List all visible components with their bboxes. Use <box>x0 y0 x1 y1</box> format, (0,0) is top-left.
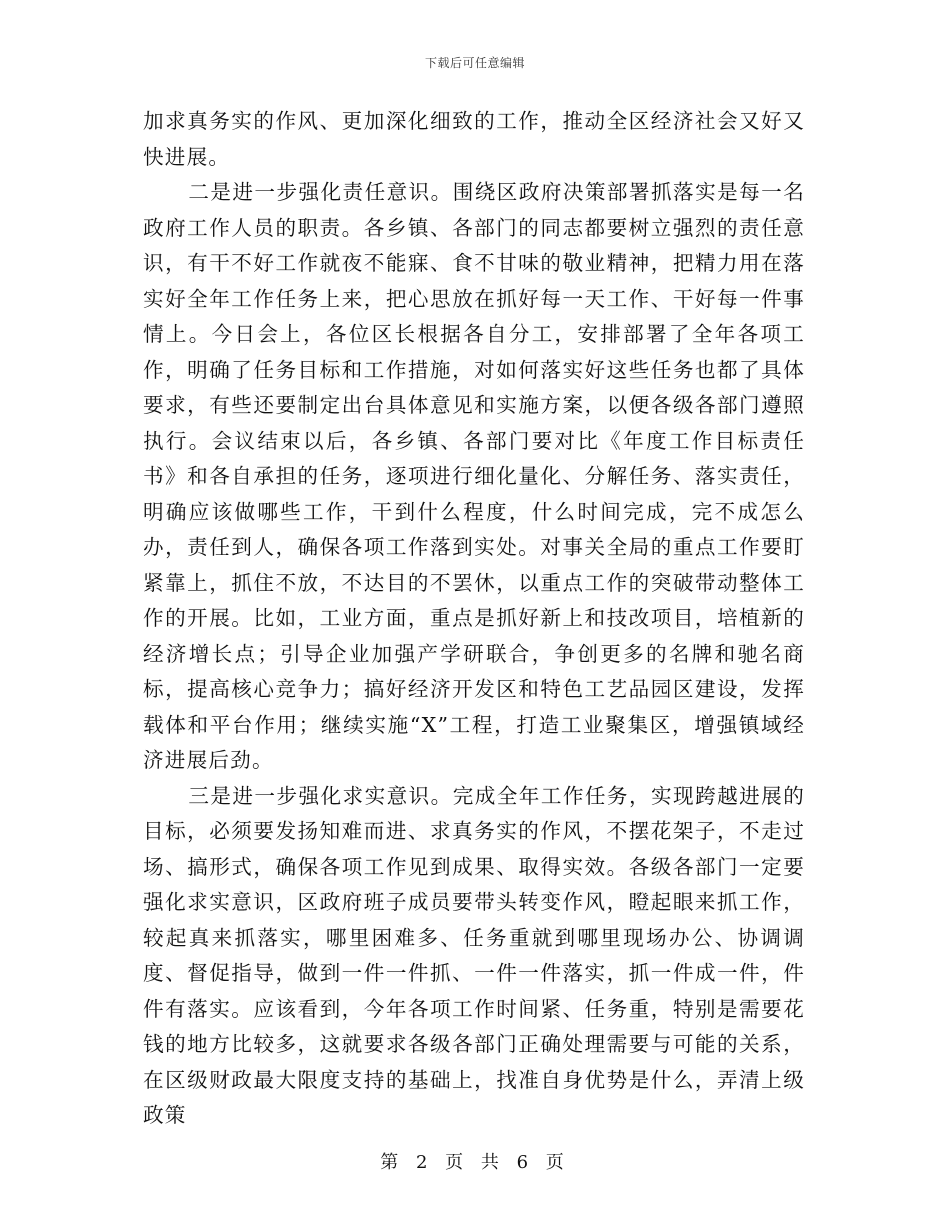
page-number-footer: 第 2 页 共 6 页 <box>380 1152 570 1173</box>
paragraph-continuation: 加求真务实的作风、更加深化细致的工作，推动全区经济社会又好又快进展。 <box>143 109 805 169</box>
paragraph-responsibility: 二是进一步强化责任意识。围绕区政府决策部署抓落实是每一名政府工作人员的职责。各乡镇、各部门的同志都要树立强烈的责任意识，有干不好工作就夜不能寐、食不甘味的敬业精神，把精力用在落实好全年工作任务上来，把心思放在抓好每一天工作、干好每一件事情上。今日会上，各位区长根据各自分工，安排部署了全年各项工作，明确了任务目标和工作措施，对如何落实好这些任务也都了具体要求，有些还要制定出台具体意见和实施方案，以便各级各部门遵照执行。会议结束以后，各乡镇、各部门要对比《年度工作目标责任书》和各自承担的任务，逐项进行细化量化、分解任务、落实责任，明确应该做哪些工作，干到什么程度，什么时间完成，完不成怎么办，责任到人，确保各项工作落到实处。对事关全局的重点工作要盯紧靠上，抓住不放，不达目的不罢休，以重点工作的突破带动整体工作的开展。比如，工业方面，重点是抓好新上和技改项目，培植新的经济增长点；引导企业加强产学研联合，争创更多的名牌和驰名商标，提高核心竞争力；搞好经济开发区和特色工艺品园区建设，发挥载体和平台作用；继续实施“X”工程，打造工业聚集区，增强镇域经济进展后劲。 <box>143 180 805 772</box>
page-header: 下载后可任意编辑 <box>424 56 525 70</box>
document-body <box>143 104 805 1134</box>
paragraph-pragmatism: 三是进一步强化求实意识。完成全年工作任务，实现跨越进展的目标，必须要发扬知难而进、求真务实的作风，不摆花架子，不走过场、搞形式，确保各项工作见到成果、取得实效。各级各部门一定要强化求实意识，区政府班子成员要带头转变作风，瞪起眼来抓工作，较起真来抓落实，哪里困难多、任务重就到哪里现场办公、协调调度、督促指导，做到一件一件抓、一件一件落实，抓一件成一件，件件有落实。应该看到，今年各项工作时间紧、任务重，特别是需要花钱的地方比较多，这就要求各级各部门正确处理需要与可能的关系，在区级财政最大限度支持的基础上，找准自身优势是什么，弄清上级政策 <box>143 783 805 1127</box>
